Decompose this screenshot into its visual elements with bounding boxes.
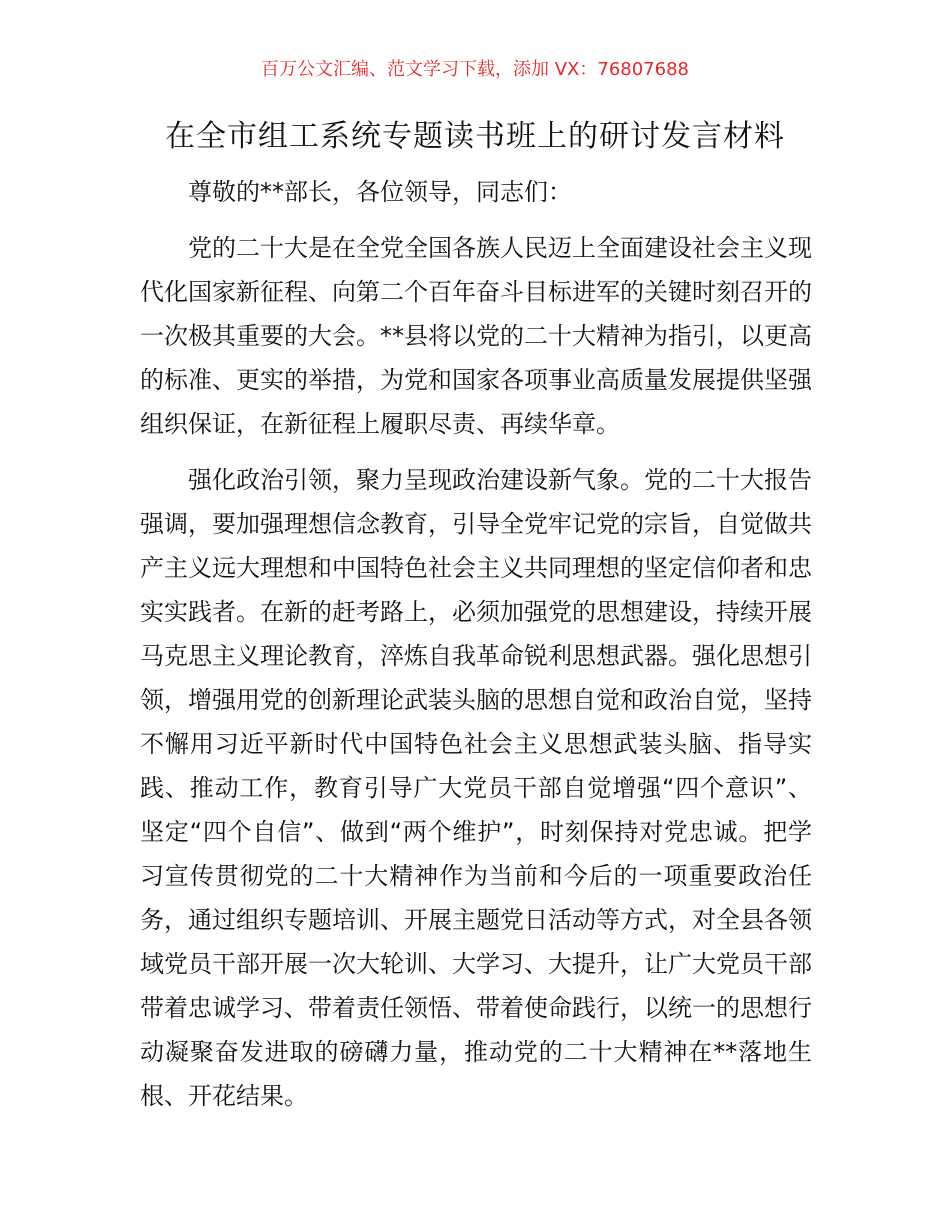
- paragraph-intro: 党的二十大是在全党全国各族人民迈上全面建设社会主义现代化国家新征程、向第二个百年奋斗目标进军的关键时刻召开的一次极其重要的大会。**县将以党的二十大精神为指引，以更高的标准、更实的举措，为党和国家各项事业高质量发展提供坚强组织保证，在新征程上履职尽责、再续华章。: [140, 234, 812, 438]
- header-banner: 百万公文汇编、范文学习下载，添加 VX：76807688: [261, 59, 689, 80]
- document-title: 在全市组工系统专题读书班上的研讨发言材料: [165, 119, 785, 154]
- document-body: [140, 170, 812, 1118]
- greeting: 尊敬的**部长，各位领导，同志们：: [188, 178, 572, 206]
- paragraph-political-guidance: 强化政治引领，聚力呈现政治建设新气象。党的二十大报告强调，要加强理想信念教育，引导全党牢记党的宗旨，自觉做共产主义远大理想和中国特色社会主义共同理想的坚定信仰者和忠实实践者。在新的赶考路上，必须加强党的思想建设，持续开展马克思主义理论教育，淬炼自我革命锐利思想武器。强化思想引领，增强用党的创新理论武装头脑的思想自觉和政治自觉，坚持不懈用习近平新时代中国特色社会主义思想武装头脑、指导实践、推动工作，教育引导广大党员干部自觉增强“四个意识”、坚定“四个自信”、做到“两个维护”，时刻保持对党忠诚。把学习宣传贯彻党的二十大精神作为当前和今后的一项重要政治任务，通过组织专题培训、开展主题党日活动等方式，对全县各领域党员干部开展一次大轮训、大学习、大提升，让广大党员干部带着忠诚学习、带着责任领悟、带着使命践行，以统一的思想行动凝聚奋发进取的磅礴力量，推动党的二十大精神在**落地生根、开花结果。: [140, 466, 812, 1110]
